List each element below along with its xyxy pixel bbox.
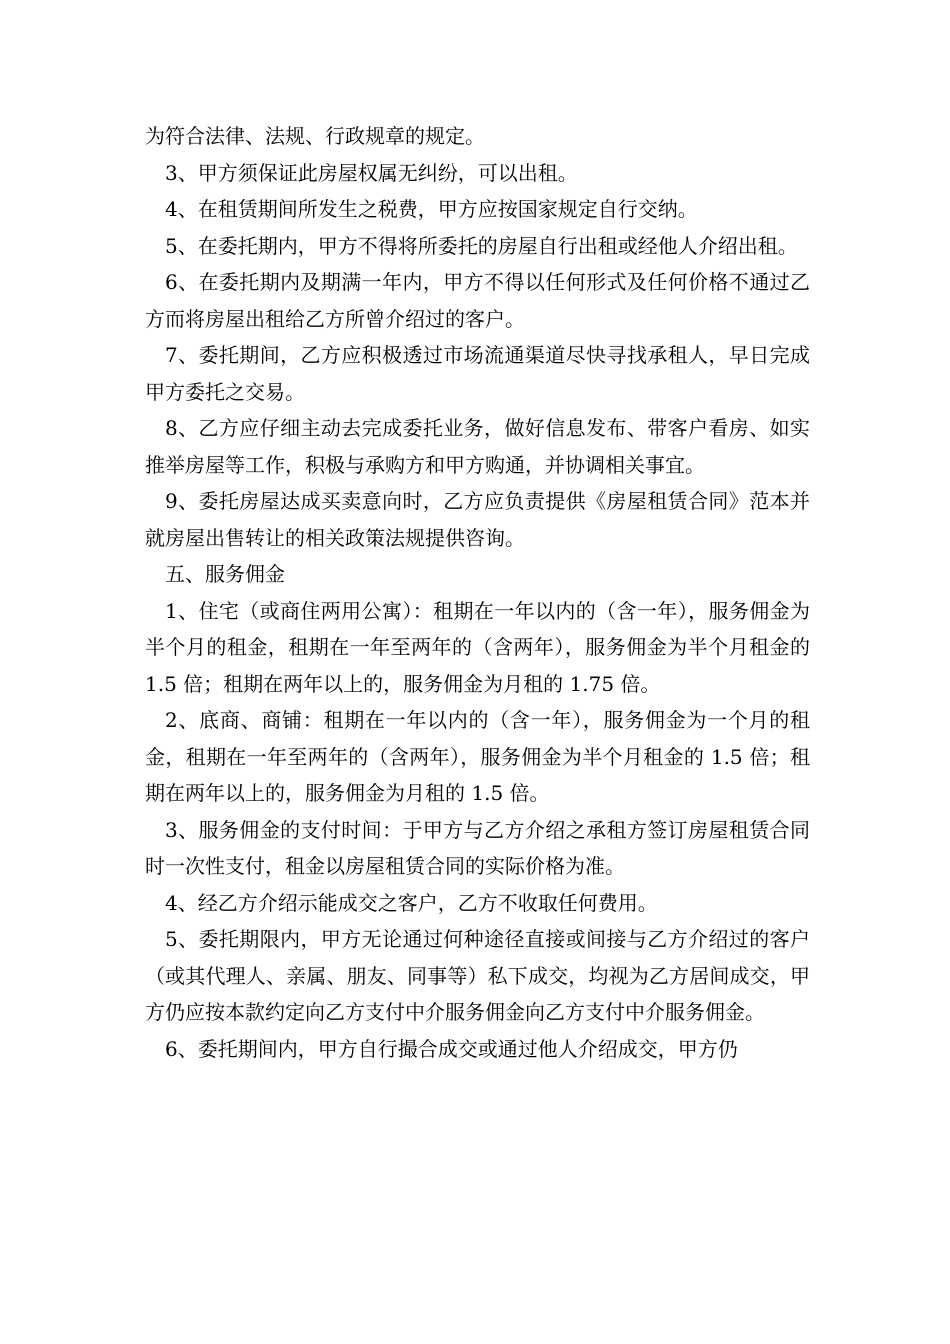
section-heading-service-commission: 五、服务佣金 [165, 562, 285, 586]
clause-8-agent-duties: 8、乙方应仔细主动去完成委托业务，做好信息发布、带客户看房、如实推举房屋等工作，积极与承购方和甲方购通，并协调相关事宜。 [145, 416, 810, 477]
commission-clause-3-payment-time: 3、服务佣金的支付时间：于甲方与乙方介绍之承租方签订房屋租赁合同时一次性支付，租金以房屋租赁合同的实际价格为准。 [145, 817, 810, 878]
commission-clause-5-private-deal: 5、委托期限内，甲方无论通过何种途径直接或间接与乙方介绍过的客户（或其代理人、亲属、朋友、同事等）私下成交，均视为乙方居间成交，甲方仍应按本款约定向乙方支付中介服务佣金向乙方支付中介服务佣金。 [145, 927, 810, 1024]
clause-9-contract-template: 9、委托房屋达成买卖意向时，乙方应负责提供《房屋租赁合同》范本并就房屋出售转让的相关政策法规提供咨询。 [145, 489, 810, 550]
clause-5-no-self-rent: 5、在委托期内，甲方不得将所委托的房屋自行出租或经他人介绍出租。 [165, 233, 798, 258]
clause-7-find-tenant: 7、委托期间，乙方应积极透过市场流通渠道尽快寻找承租人，早日完成甲方委托之交易。 [145, 343, 810, 404]
commission-clause-4-no-fee: 4、经乙方介绍示能成交之客户，乙方不收取任何费用。 [165, 890, 658, 915]
paragraph-continuation: 为符合法律、法规、行政规章的规定。 [145, 124, 485, 148]
commission-clause-6-self-match: 6、委托期间内，甲方自行撮合成交或通过他人介绍成交，甲方仍 [165, 1036, 738, 1061]
commission-clause-1-residential: 1、住宅（或商住两用公寓）：租期在一年以内的（含一年），服务佣金为半个月的租金，租期在一年至两年的（含两年），服务佣金为半个月租金的 1.5 倍；租期在两年以上的，服务佣金为月租的 1.75 倍。 [145, 598, 810, 696]
clause-3-landlord-title: 3、甲方须保证此房屋权属无纠纷，可以出租。 [165, 160, 578, 185]
clause-4-taxes: 4、在租赁期间所发生之税费，甲方应按国家规定自行交纳。 [165, 197, 698, 221]
clause-6-no-bypass: 6、在委托期内及期满一年内，甲方不得以任何形式及任何价格不通过乙方而将房屋出租给乙方所曾介绍过的客户。 [145, 270, 810, 331]
commission-clause-2-commercial: 2、底商、商铺：租期在一年以内的（含一年），服务佣金为一个月的租金，租期在一年至两年的（含两年），服务佣金为半个月租金的 1.5 倍；租期在两年以上的，服务佣金为月租的 1.5 倍。 [145, 708, 810, 805]
document-body [145, 118, 810, 1067]
